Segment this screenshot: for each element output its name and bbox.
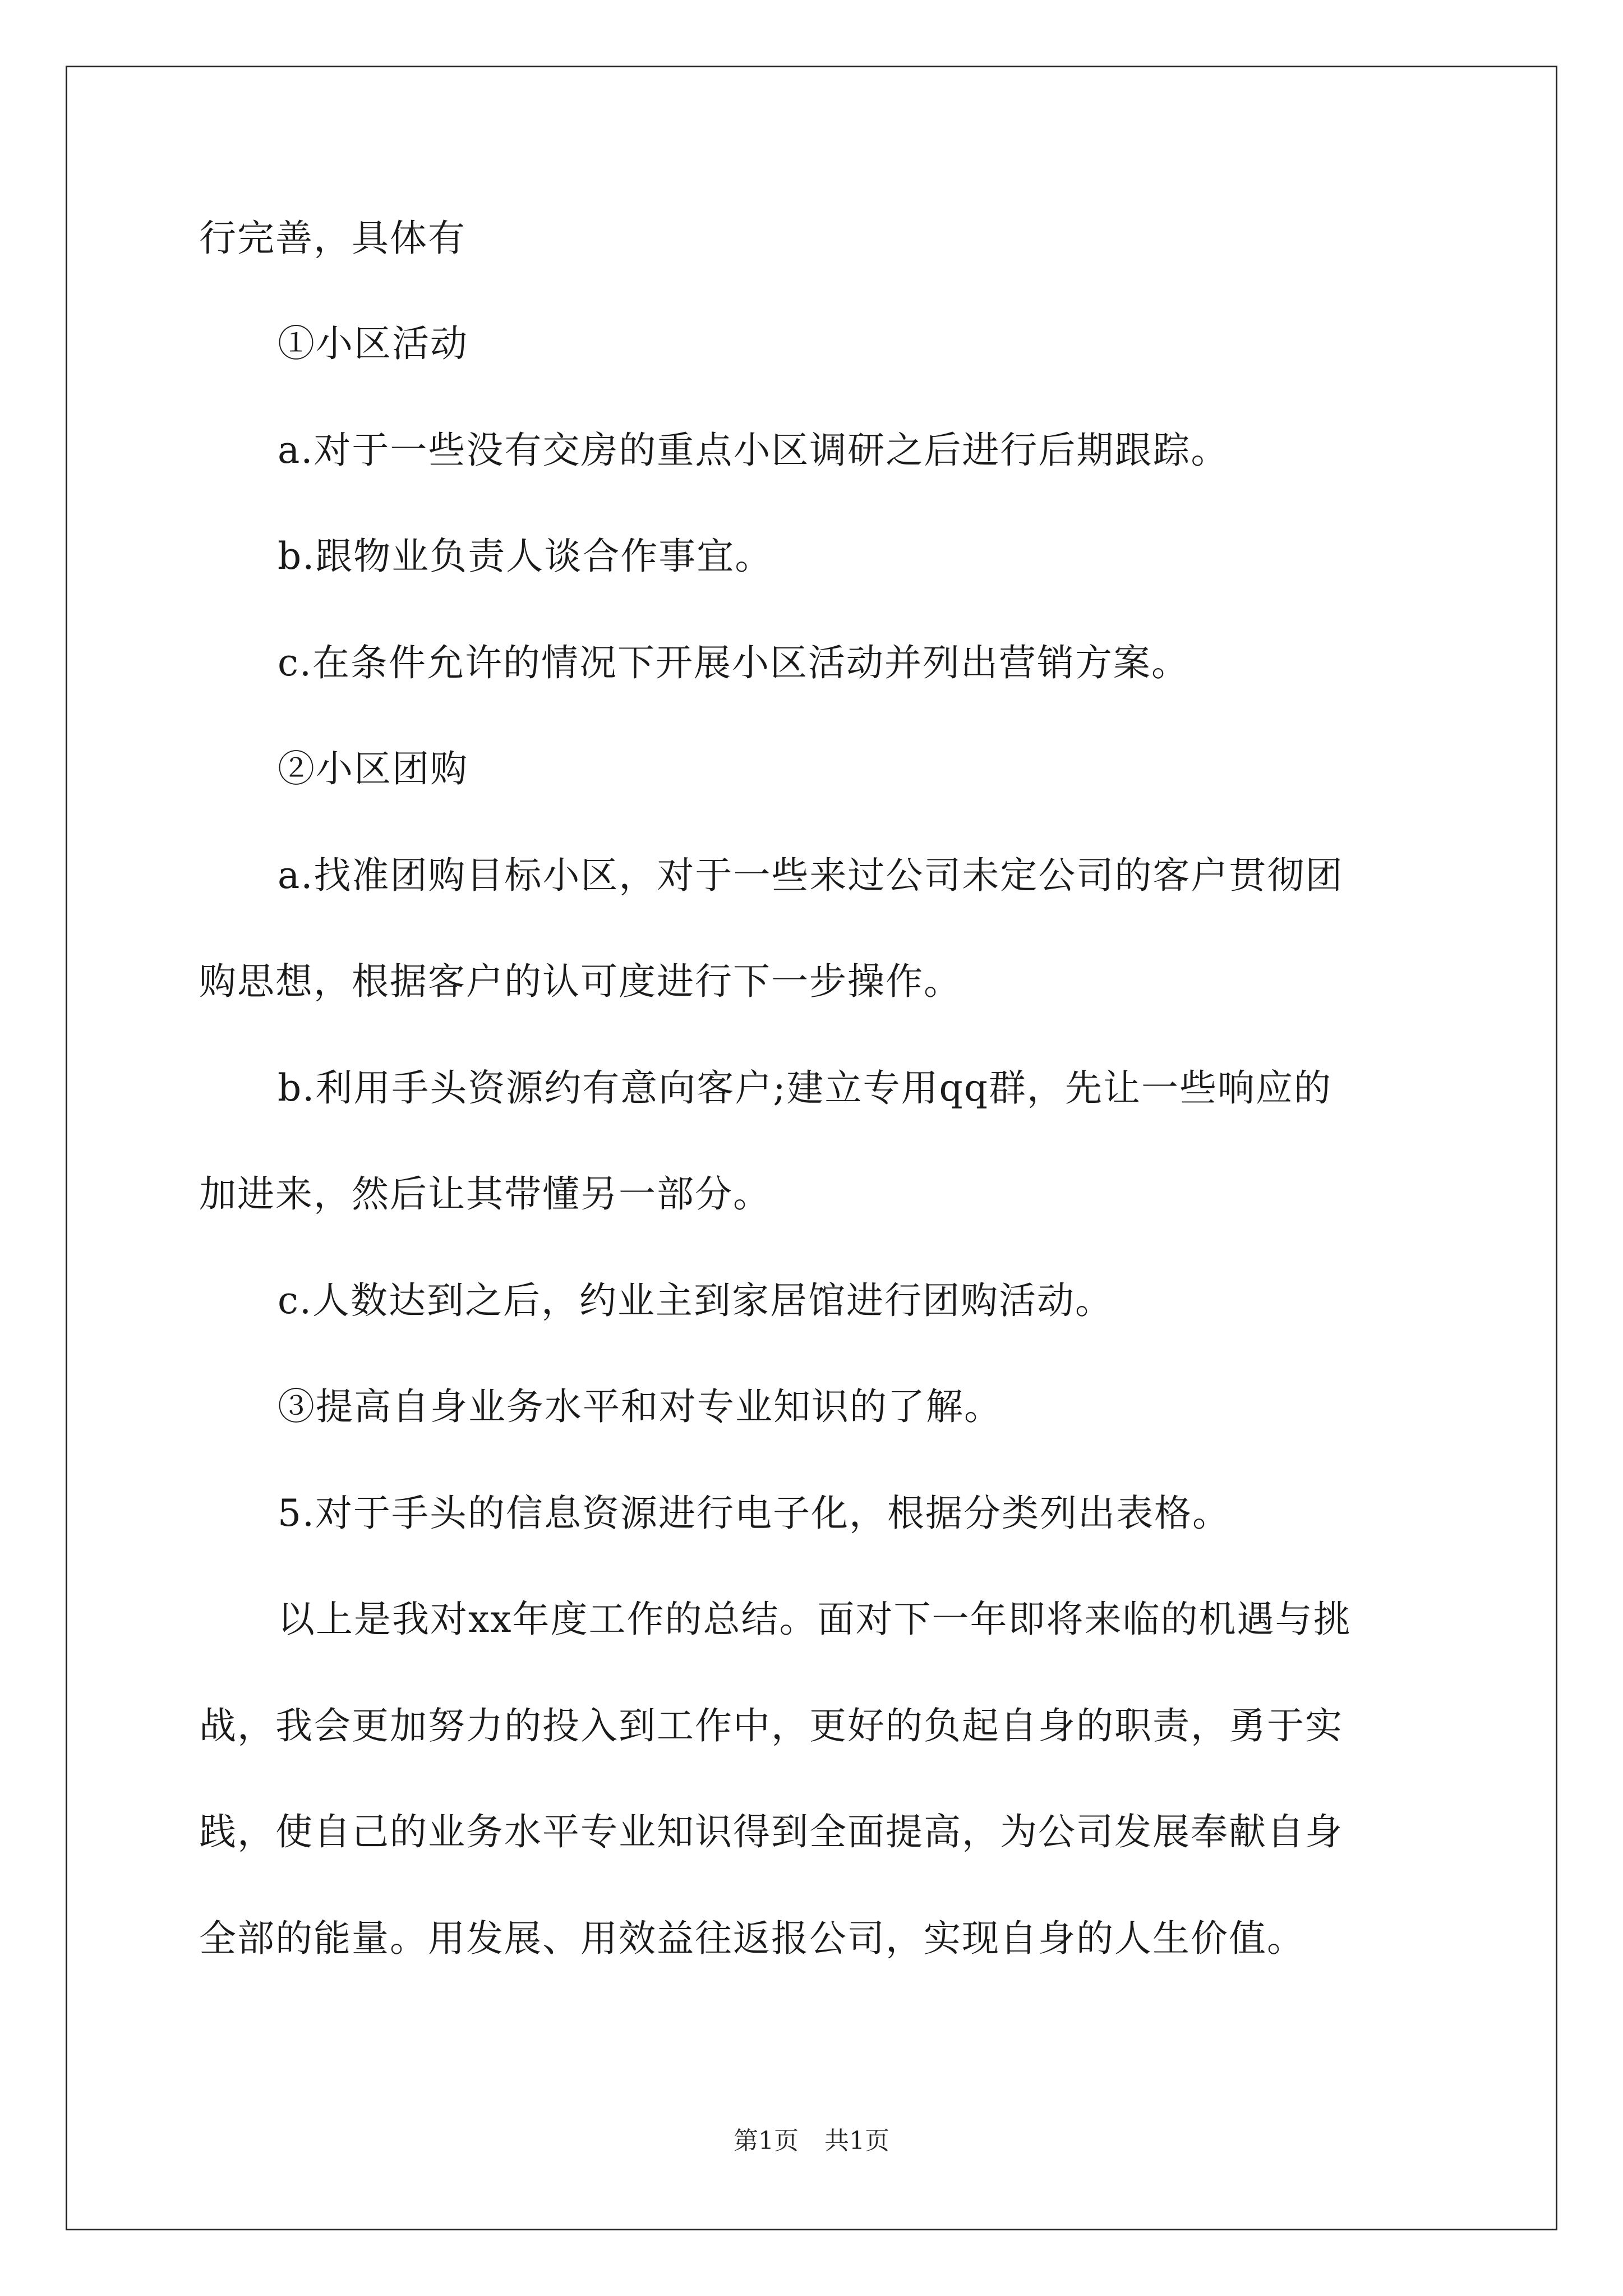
text-line: 购思想，根据客户的认可度进行下一步操作。 (199, 960, 962, 1003)
list-item: a.对于一些没有交房的重点小区调研之后进行后期跟踪。 (278, 429, 1229, 472)
page-total: 共1页 (824, 2127, 889, 2155)
list-item: c.在条件允许的情况下开展小区活动并列出营销方案。 (278, 641, 1189, 684)
list-item: b.跟物业负责人谈合作事宜。 (278, 535, 773, 578)
page-number: 第1页 (734, 2127, 799, 2155)
page-border (66, 66, 1557, 2230)
text-line: 全部的能量。用发展、用效益往返报公司，实现自身的人生价值。 (199, 1917, 1305, 1960)
list-item: 5.对于手头的信息资源进行电子化，根据分类列出表格。 (278, 1492, 1230, 1535)
text-line: 战，我会更加努力的投入到工作中，更好的负起自身的职责，勇于实 (199, 1704, 1343, 1747)
section-heading: ②小区团购 (278, 747, 468, 790)
list-item: c.人数达到之后，约业主到家居馆进行团购活动。 (278, 1279, 1113, 1322)
text-line: 加进来，然后让其带懂另一部分。 (199, 1172, 771, 1216)
page-footer (0, 2120, 1623, 2156)
text-line: 践，使自己的业务水平专业知识得到全面提高，为公司发展奉献自身 (199, 1810, 1343, 1853)
paragraph-start: 以上是我对xx年度工作的总结。面对下一年即将来临的机遇与挑 (278, 1598, 1352, 1641)
section-heading: ①小区活动 (278, 322, 468, 365)
text-line: 行完善，具体有 (199, 217, 466, 260)
list-item: b.利用手头资源约有意向客户;建立专用qq群，先让一些响应的 (278, 1066, 1332, 1110)
section-heading: ③提高自身业务水平和对专业知识的了解。 (278, 1385, 1002, 1428)
list-item: a.找准团购目标小区，对于一些来过公司未定公司的客户贯彻团 (278, 854, 1344, 897)
